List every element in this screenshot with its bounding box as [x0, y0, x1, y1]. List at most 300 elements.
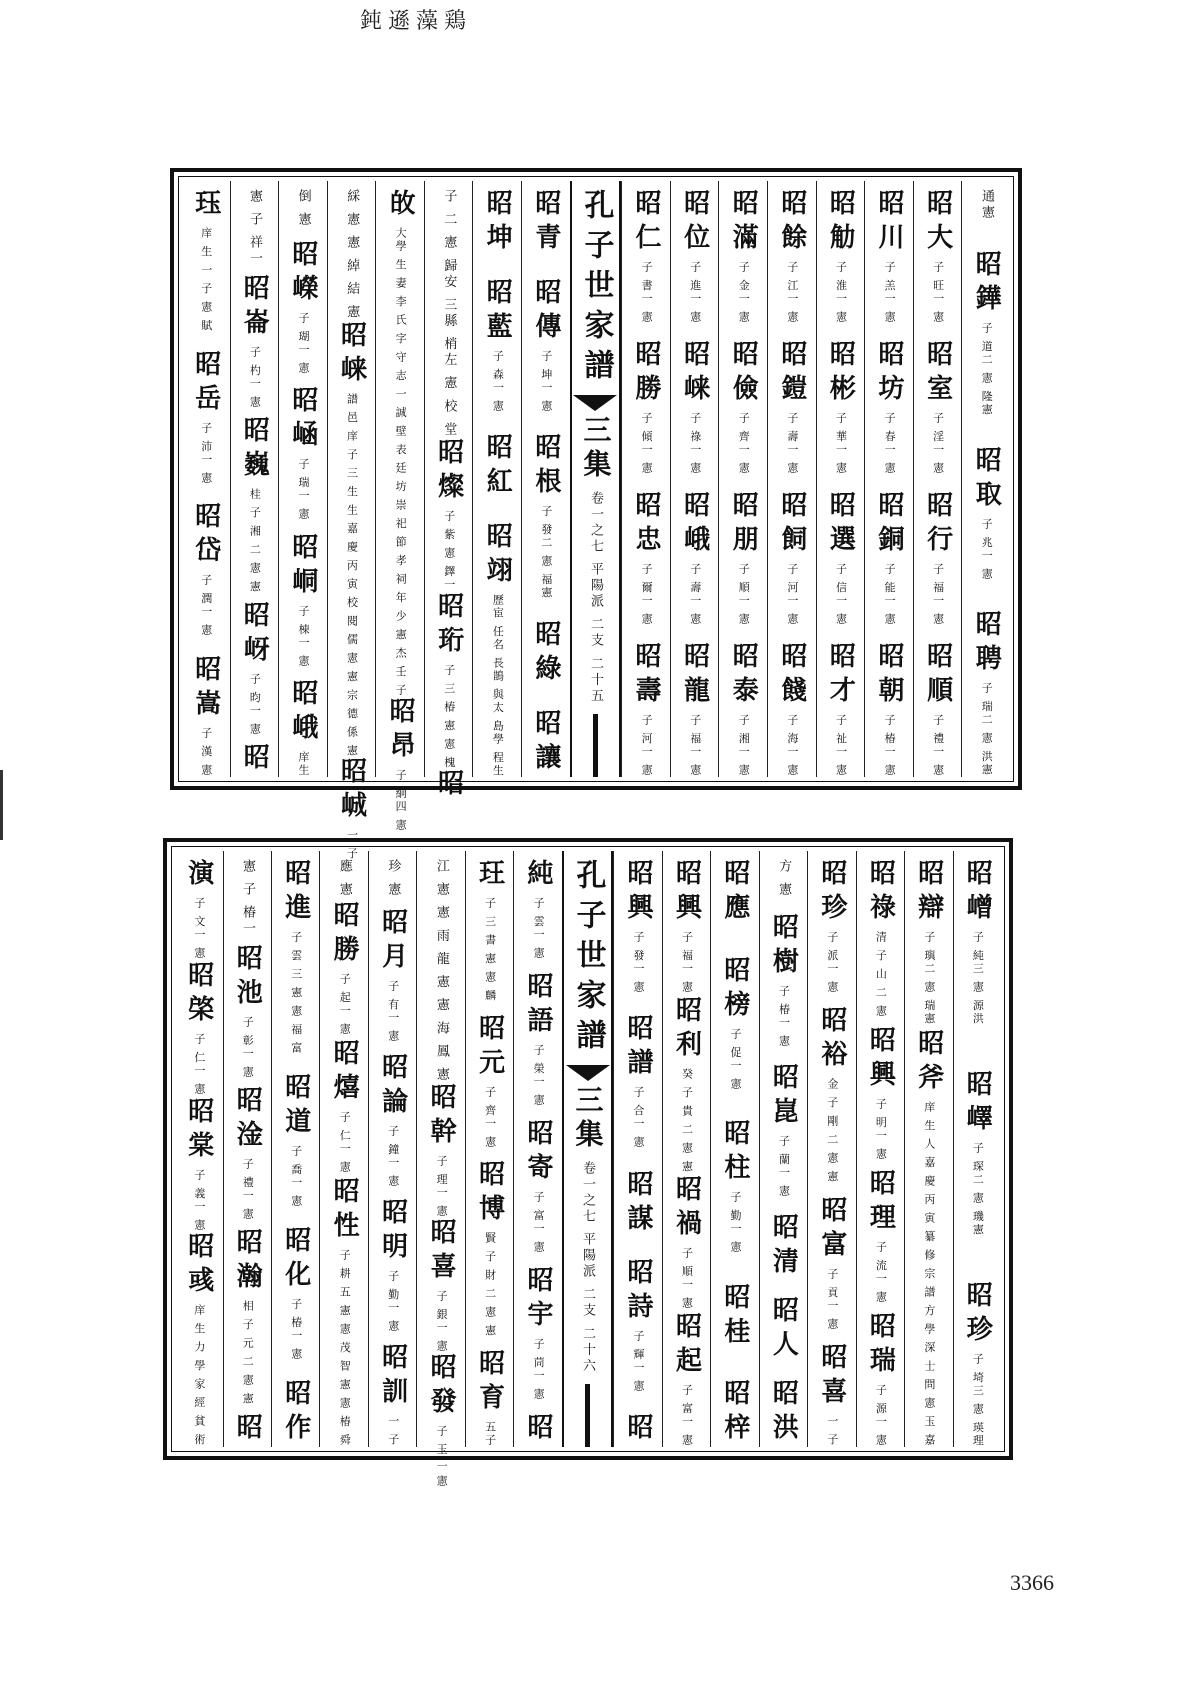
genealogy-entry [971, 610, 1002, 777]
person-annotation: 子 明一 憲 [874, 1098, 888, 1161]
genealogy-entry [825, 491, 856, 626]
person-name: 昭勝 [631, 340, 662, 408]
person-annotation: 子 爾一 憲 [640, 563, 654, 626]
person-name: 玨 [474, 859, 505, 893]
person-name: 演 [183, 859, 214, 893]
genealogy-entry [913, 1029, 944, 1447]
genealogy-entry [971, 446, 1002, 582]
genealogy-entry [816, 1343, 847, 1447]
genealogy-column [368, 851, 416, 1447]
genealogy-entry [239, 274, 270, 410]
person-name: 昭喜 [426, 1218, 457, 1287]
person-annotation: 子 貢一 憲 [825, 1268, 839, 1332]
person-name: 昭選 [825, 491, 856, 559]
person-annotation: 子 耕 五 憲 憲 茂 智 憲 憲 椿 舜 [338, 1249, 352, 1447]
genealogy-entry [719, 1119, 750, 1254]
genealogy-column [613, 851, 661, 1447]
genealogy-column [767, 181, 816, 777]
person-annotation: 子 淫一 憲 [931, 412, 945, 475]
person-name: 昭熺 [329, 1039, 360, 1108]
person-annotation: 子 兆一 憲 [980, 518, 994, 582]
genealogy-page-lower [163, 838, 1013, 1489]
genealogy-entry [768, 1213, 799, 1282]
genealogy-entry [874, 189, 905, 324]
volume-info: 卷一之七 平陽派 二支 二十六 [580, 1161, 596, 1375]
genealogy-column [223, 851, 271, 1447]
person-name: 昭祿 [865, 859, 896, 927]
person-annotation: 子 春一 憲 [883, 412, 897, 475]
person-annotation: 賢 子 財 二 憲 憲 [483, 1232, 497, 1338]
person-annotation: 子 發一 憲 [632, 931, 646, 994]
person-annotation: 一 子 [825, 1415, 839, 1447]
person-name: 昭順 [922, 642, 953, 710]
person-annotation: 一 子 [386, 1415, 400, 1447]
genealogy-entry [962, 1069, 993, 1237]
person-annotation: 子 禮一 憲 [241, 1158, 255, 1222]
person-annotation: 子 河一 憲 [785, 563, 799, 626]
person-annotation: 子 森一 憲 [491, 349, 505, 413]
genealogy-entry [190, 502, 221, 638]
genealogy-entry [377, 908, 408, 1044]
person-annotation: 子 茼一 憲 [532, 1338, 546, 1401]
person-annotation: 子 潤一 憲 [199, 574, 213, 638]
person-annotation: 子 鐘一 憲 [386, 1125, 400, 1189]
genealogy-entry [622, 859, 653, 994]
note-text [334, 859, 354, 898]
note-line: 憲 子 祥一 [247, 189, 263, 268]
genealogy-entry [874, 340, 905, 475]
genealogy-entry [239, 416, 270, 594]
note-text [342, 189, 362, 321]
genealogy-entry [426, 1083, 457, 1219]
person-annotation: 子 絅四 憲 [394, 768, 408, 832]
genealogy-entry [719, 1282, 750, 1351]
person-name: 昭紅 [482, 433, 513, 501]
genealogy-entry [671, 1175, 702, 1311]
person-annotation: 子 紫 憲 鐸一 [442, 510, 456, 592]
note-line: 江 憲 憲 雨 龍 憲 憲 海 鳳 憲 [433, 859, 449, 1084]
person-name: 昭嶸 [287, 239, 318, 308]
genealogy-entry [190, 189, 221, 333]
person-name: 昭岱 [190, 502, 221, 571]
person-annotation: 子 琛二 憲 璣憲 [971, 1141, 985, 1237]
genealogy-entry [280, 859, 311, 1055]
genealogy-entry [523, 972, 554, 1107]
genealogy-entry [679, 189, 710, 324]
genealogy-entry [474, 1349, 505, 1447]
person-name: 昭寄 [523, 1119, 554, 1187]
genealogy-entry [622, 1413, 653, 1447]
person-name: 昭珩 [433, 591, 464, 660]
person-name: 昭儉 [728, 340, 759, 408]
person-annotation: 子 齊一 憲 [737, 412, 751, 475]
genealogy-column [913, 181, 962, 777]
person-annotation: 子 禮一 憲 [931, 714, 945, 777]
genealogy-column [807, 851, 855, 1447]
genealogy-entry [719, 955, 750, 1091]
person-name: 昭藍 [482, 277, 513, 346]
person-name: 昭聘 [971, 610, 1002, 679]
person-name: 昭博 [474, 1160, 505, 1229]
genealogy-column [230, 181, 279, 777]
person-annotation: 一 子 [345, 829, 359, 861]
person-name: 昭龍 [679, 642, 710, 710]
person-name: 昭發 [426, 1353, 457, 1422]
genealogy-column [472, 181, 521, 777]
genealogy-entry [329, 901, 360, 1037]
person-name: 昭崙 [239, 274, 270, 343]
genealogy-entry [679, 340, 710, 475]
person-name: 昭興 [865, 1026, 896, 1094]
genealogy-entry [922, 491, 953, 626]
person-name: 昭興 [671, 859, 702, 927]
genealogy-column [759, 851, 807, 1447]
person-name: 昭忠 [631, 491, 662, 559]
person-annotation: 子 坤一 憲 [539, 349, 553, 413]
person-annotation: 子 江一 憲 [785, 261, 799, 324]
person-name: 昭幹 [426, 1083, 457, 1152]
person-name: 昭辯 [913, 859, 944, 927]
person-annotation: 子 瑞二 憲 洪憲 [980, 682, 994, 777]
person-annotation: 金 子 剛 二 憲 憲 [825, 1078, 839, 1184]
note-text [237, 859, 257, 937]
person-annotation: 子 進一 憲 [688, 261, 702, 324]
person-annotation: 子 書一 憲 [640, 261, 654, 324]
person-name: 昭元 [474, 1013, 505, 1082]
person-annotation: 子 金一 憲 [737, 261, 751, 324]
genealogy-entry [426, 1353, 457, 1489]
person-name: 昭仁 [631, 189, 662, 257]
genealogy-entry [183, 1232, 214, 1447]
genealogy-entry [190, 349, 221, 485]
genealogy-entry [728, 189, 759, 324]
note-text [976, 189, 996, 221]
genealogy-entry [922, 340, 953, 475]
person-name: 昭鎧 [776, 340, 807, 408]
person-annotation: 大學 生 妻 李 氏 字 守 志 一 誠 壁 表 廷 坊 崇 祀 節 孝 祠 年 少 憲 杰 壬 子 [394, 227, 408, 697]
genealogy-entry [190, 654, 221, 777]
person-annotation: 子 埼三 憲 瑛理 [971, 1352, 985, 1447]
genealogy-entry [776, 642, 807, 777]
note-line: 綵 憲 憲 綽 結 憲 [344, 189, 360, 321]
person-name: 昭詩 [622, 1257, 653, 1326]
person-annotation: 子 昀一 憲 [248, 672, 262, 736]
genealogy-entry [631, 189, 662, 324]
person-name: 昭峸 [336, 757, 367, 826]
person-annotation: 子 沛一 憲 [199, 421, 213, 485]
genealogy-entry [523, 1266, 554, 1401]
person-name: 昭昂 [385, 696, 416, 765]
genealogy-entry [962, 859, 993, 1026]
genealogy-entry [530, 277, 561, 413]
person-name: 昭 [622, 1413, 653, 1447]
person-annotation: 子 三 書 憲 憲 麟 [483, 897, 497, 1003]
person-annotation: 子 華一 憲 [834, 412, 848, 475]
genealogy-entry [825, 189, 856, 324]
genealogy-column [513, 851, 561, 1447]
genealogy-entry [239, 600, 270, 736]
person-name: 昭餘 [776, 189, 807, 257]
note-line: 子 二 憲 歸安 三縣 梢左 憲 校 堂 [441, 189, 457, 439]
genealogy-entry [679, 642, 710, 777]
genealogy-entry [776, 189, 807, 324]
person-annotation: 子 理一 憲 [435, 1155, 449, 1219]
person-annotation: 庠 生 力 學 家 經 貧 術 [192, 1304, 206, 1447]
genealogy-column [710, 851, 758, 1447]
genealogy-column [175, 851, 222, 1447]
genealogy-entry [523, 1413, 554, 1447]
person-name: 昭起 [671, 1311, 702, 1380]
person-annotation: 子 傾一 憲 [640, 412, 654, 475]
person-name: 昭謀 [622, 1169, 653, 1238]
person-name: 純 [523, 859, 554, 893]
genealogy-entry [776, 340, 807, 475]
person-name: 昭瑞 [865, 1312, 896, 1380]
person-annotation: 子 仁一 憲 [192, 1032, 206, 1096]
person-annotation: 子 能一 憲 [883, 563, 897, 626]
genealogy-entry [433, 438, 464, 592]
person-annotation: 子 文一 憲 [192, 897, 206, 960]
person-annotation: 子 發二 憲 福憲 [539, 505, 553, 600]
person-name: 昭梓 [719, 1379, 750, 1447]
person-name: 昭榜 [719, 955, 750, 1024]
person-name: 昭性 [329, 1177, 360, 1245]
genealogy-entry [530, 189, 561, 257]
person-name: 昭道 [280, 1072, 311, 1141]
genealogy-entry [728, 491, 759, 626]
genealogy-entry [385, 189, 416, 697]
chevron-mark [573, 395, 617, 411]
genealogy-entry [913, 859, 944, 1026]
person-name: 昭富 [816, 1196, 847, 1265]
person-name: 昭利 [671, 995, 702, 1064]
genealogy-column [621, 181, 670, 777]
person-annotation: 清 子 山 二 憲 [874, 931, 888, 1018]
person-name: 昭彬 [825, 340, 856, 408]
genealogy-entry [825, 340, 856, 475]
genealogy-entry [482, 521, 513, 777]
person-annotation: 譜 邑 庠 子 三 生 生 嘉 慶 丙 寅 校 閱 儒 憲 憲 宗 德 係 憲 [345, 392, 359, 758]
person-name: 昭 [433, 769, 464, 804]
person-name: 昭語 [523, 972, 554, 1040]
note-text [383, 859, 403, 898]
person-name: 昭珍 [816, 859, 847, 927]
note-line: 通憲 [978, 189, 994, 221]
genealogy-entry [719, 859, 750, 927]
person-name: 昭朝 [874, 642, 905, 710]
person-name: 昭宇 [523, 1266, 554, 1334]
center-column [562, 851, 613, 1447]
genealogy-entry [631, 340, 662, 475]
person-annotation: 子 椿一 憲 [289, 1297, 303, 1361]
person-annotation: 子 派一 憲 [825, 931, 839, 994]
genealogy-entry [385, 696, 416, 832]
genealogy-entry [971, 250, 1002, 417]
person-annotation: 庠生 [296, 750, 310, 777]
genealogy-entry [622, 1169, 653, 1238]
genealogy-column [961, 181, 1010, 777]
person-name: 昭喜 [816, 1343, 847, 1412]
person-name: 昭應 [719, 859, 750, 927]
person-annotation: 相 子 元 二 憲 憲 [241, 1300, 255, 1406]
person-name: 昭翊 [482, 521, 513, 590]
genealogy-column [271, 851, 319, 1447]
genealogy-entry [232, 1086, 263, 1222]
genealogy-column [856, 851, 904, 1447]
note-text [774, 859, 794, 898]
person-annotation: 子 順一 憲 [680, 1247, 694, 1311]
genealogy-entry [377, 1053, 408, 1189]
genealogy-column [416, 851, 464, 1489]
genealogy-column [670, 181, 719, 777]
person-annotation: 庠 生 人 嘉 慶 丙 寅 纂 修 宗 譜 方 學 深 士 問 憲 玉 嘉 [922, 1101, 936, 1447]
genealogy-column [953, 851, 1001, 1447]
person-name: 昭崑 [768, 1063, 799, 1132]
person-name: 昭朋 [728, 491, 759, 559]
person-name: 昭譜 [622, 1014, 653, 1083]
note-line: 憲 子 椿一 [239, 859, 255, 938]
genealogy-entry [776, 491, 807, 626]
genealogy-column [718, 181, 767, 777]
genealogy-entry [865, 1169, 896, 1304]
person-name: 昭青 [530, 189, 561, 257]
person-name: 昭坤 [482, 189, 513, 257]
genealogy-entry [183, 1096, 214, 1232]
person-annotation: 子 湘一 憲 [737, 714, 751, 777]
person-name: 昭訓 [377, 1343, 408, 1412]
person-name: 昭樹 [768, 913, 799, 982]
genealogy-entry [816, 1006, 847, 1184]
genealogy-entry [631, 642, 662, 777]
person-name: 昭餞 [776, 642, 807, 710]
person-name: 昭明 [377, 1198, 408, 1267]
person-name: 昭坊 [874, 340, 905, 408]
person-annotation: 子 玉二 憲 [435, 1425, 449, 1489]
person-name: 昭化 [280, 1225, 311, 1294]
note-line: 方 憲 [776, 859, 792, 899]
genealogy-entry [287, 386, 318, 522]
note-line: 珍 憲 [385, 859, 401, 899]
person-name: 昭彧 [183, 1232, 214, 1301]
person-name: 昭裕 [816, 1006, 847, 1075]
person-annotation: 子 雲一 憲 [532, 897, 546, 960]
genealogy-entry [523, 859, 554, 960]
person-name: 昭取 [971, 446, 1002, 515]
person-name: 昭室 [922, 340, 953, 408]
scan-edge-mark [0, 770, 3, 840]
person-name: 昭燦 [433, 438, 464, 507]
person-annotation: 子 淮一 憲 [834, 261, 848, 324]
person-name: 昭鏵 [971, 250, 1002, 319]
person-annotation: 子 彰一 憲 [241, 1016, 255, 1080]
person-name: 昭珍 [962, 1280, 993, 1349]
person-name: 珏 [190, 189, 221, 223]
genealogy-entry [728, 340, 759, 475]
person-annotation: 子 喬一 憲 [289, 1144, 303, 1208]
genealogy-entry [329, 1039, 360, 1175]
note-text [245, 189, 265, 267]
genealogy-entry [874, 642, 905, 777]
person-name: 昭池 [232, 944, 263, 1013]
person-name: 昭川 [874, 189, 905, 257]
person-name: 昭禍 [671, 1175, 702, 1244]
genealogy-entry [874, 491, 905, 626]
person-annotation: 子 河一 憲 [640, 714, 654, 777]
genealogy-entry [922, 642, 953, 777]
page-number: 3366 [1010, 1570, 1054, 1595]
genealogy-entry [622, 1014, 653, 1150]
person-name: 昭綠 [530, 620, 561, 689]
chevron-mark [566, 1065, 610, 1081]
book-title: 孔子世家譜 [578, 189, 614, 389]
person-annotation: 子 福一 憲 [680, 931, 694, 994]
genealogy-column [465, 851, 513, 1447]
person-name: 昭壽 [631, 642, 662, 710]
genealogy-entry [768, 1296, 799, 1365]
person-annotation: 子 勤一 憲 [386, 1270, 400, 1334]
genealogy-entry [280, 1378, 311, 1447]
person-annotation: 子 順一 憲 [737, 563, 751, 626]
genealogy-entry [631, 491, 662, 626]
person-annotation: 子 椿一 憲 [883, 714, 897, 777]
person-annotation: 子 信一 憲 [834, 563, 848, 626]
person-annotation: 子 有一 憲 [386, 980, 400, 1044]
genealogy-entry [280, 1072, 311, 1208]
person-annotation: 子 福一 憲 [688, 714, 702, 777]
person-name: 昭 [232, 1413, 263, 1447]
genealogy-page-upper [170, 168, 1022, 861]
person-annotation: 庠 生 一 子 憲 賦 [199, 227, 213, 333]
person-name: 昭清 [768, 1213, 799, 1282]
genealogy-entry [232, 1413, 263, 1447]
person-name: 昭峨 [679, 491, 710, 559]
genealogy-entry [280, 1225, 311, 1361]
person-name: 昭崡 [287, 386, 318, 455]
person-annotation: 子 壽一 憲 [688, 563, 702, 626]
genealogy-column [904, 851, 952, 1447]
note-line: 倒 憲 [295, 189, 311, 229]
person-annotation: 子 銀一 憲 [435, 1290, 449, 1354]
person-name: 昭銅 [874, 491, 905, 559]
person-name: 昭興 [622, 859, 653, 927]
person-annotation: 子 起一 憲 [338, 973, 352, 1037]
person-annotation: 子 漢 憲 [199, 726, 213, 777]
note-text [293, 189, 313, 228]
person-annotation: 子 海一 憲 [785, 714, 799, 777]
genealogy-entry [329, 1177, 360, 1447]
genealogy-column [182, 181, 230, 777]
person-name: 昭崃 [336, 320, 367, 389]
genealogy-column [864, 181, 913, 777]
person-annotation: 子 羔一 憲 [883, 261, 897, 324]
note-line: 應 憲 [336, 859, 352, 899]
note-text [431, 859, 451, 1083]
genealogy-entry [482, 277, 513, 413]
person-name: 昭峨 [287, 678, 318, 747]
person-annotation: 子 祉一 憲 [834, 714, 848, 777]
person-name: 昭作 [280, 1378, 311, 1447]
genealogy-entry [482, 433, 513, 501]
person-name: 昭行 [922, 491, 953, 559]
center-column [570, 181, 622, 777]
person-name: 敀 [385, 189, 416, 223]
person-name: 昭位 [679, 189, 710, 257]
person-annotation: 癸 子 貴 二 憲 憲 [680, 1067, 694, 1174]
person-name: 昭岳 [190, 349, 221, 418]
person-annotation: 子 椿一 憲 [777, 985, 791, 1049]
person-name: 昭人 [768, 1296, 799, 1365]
person-annotation: 子 榮一 憲 [532, 1044, 546, 1107]
